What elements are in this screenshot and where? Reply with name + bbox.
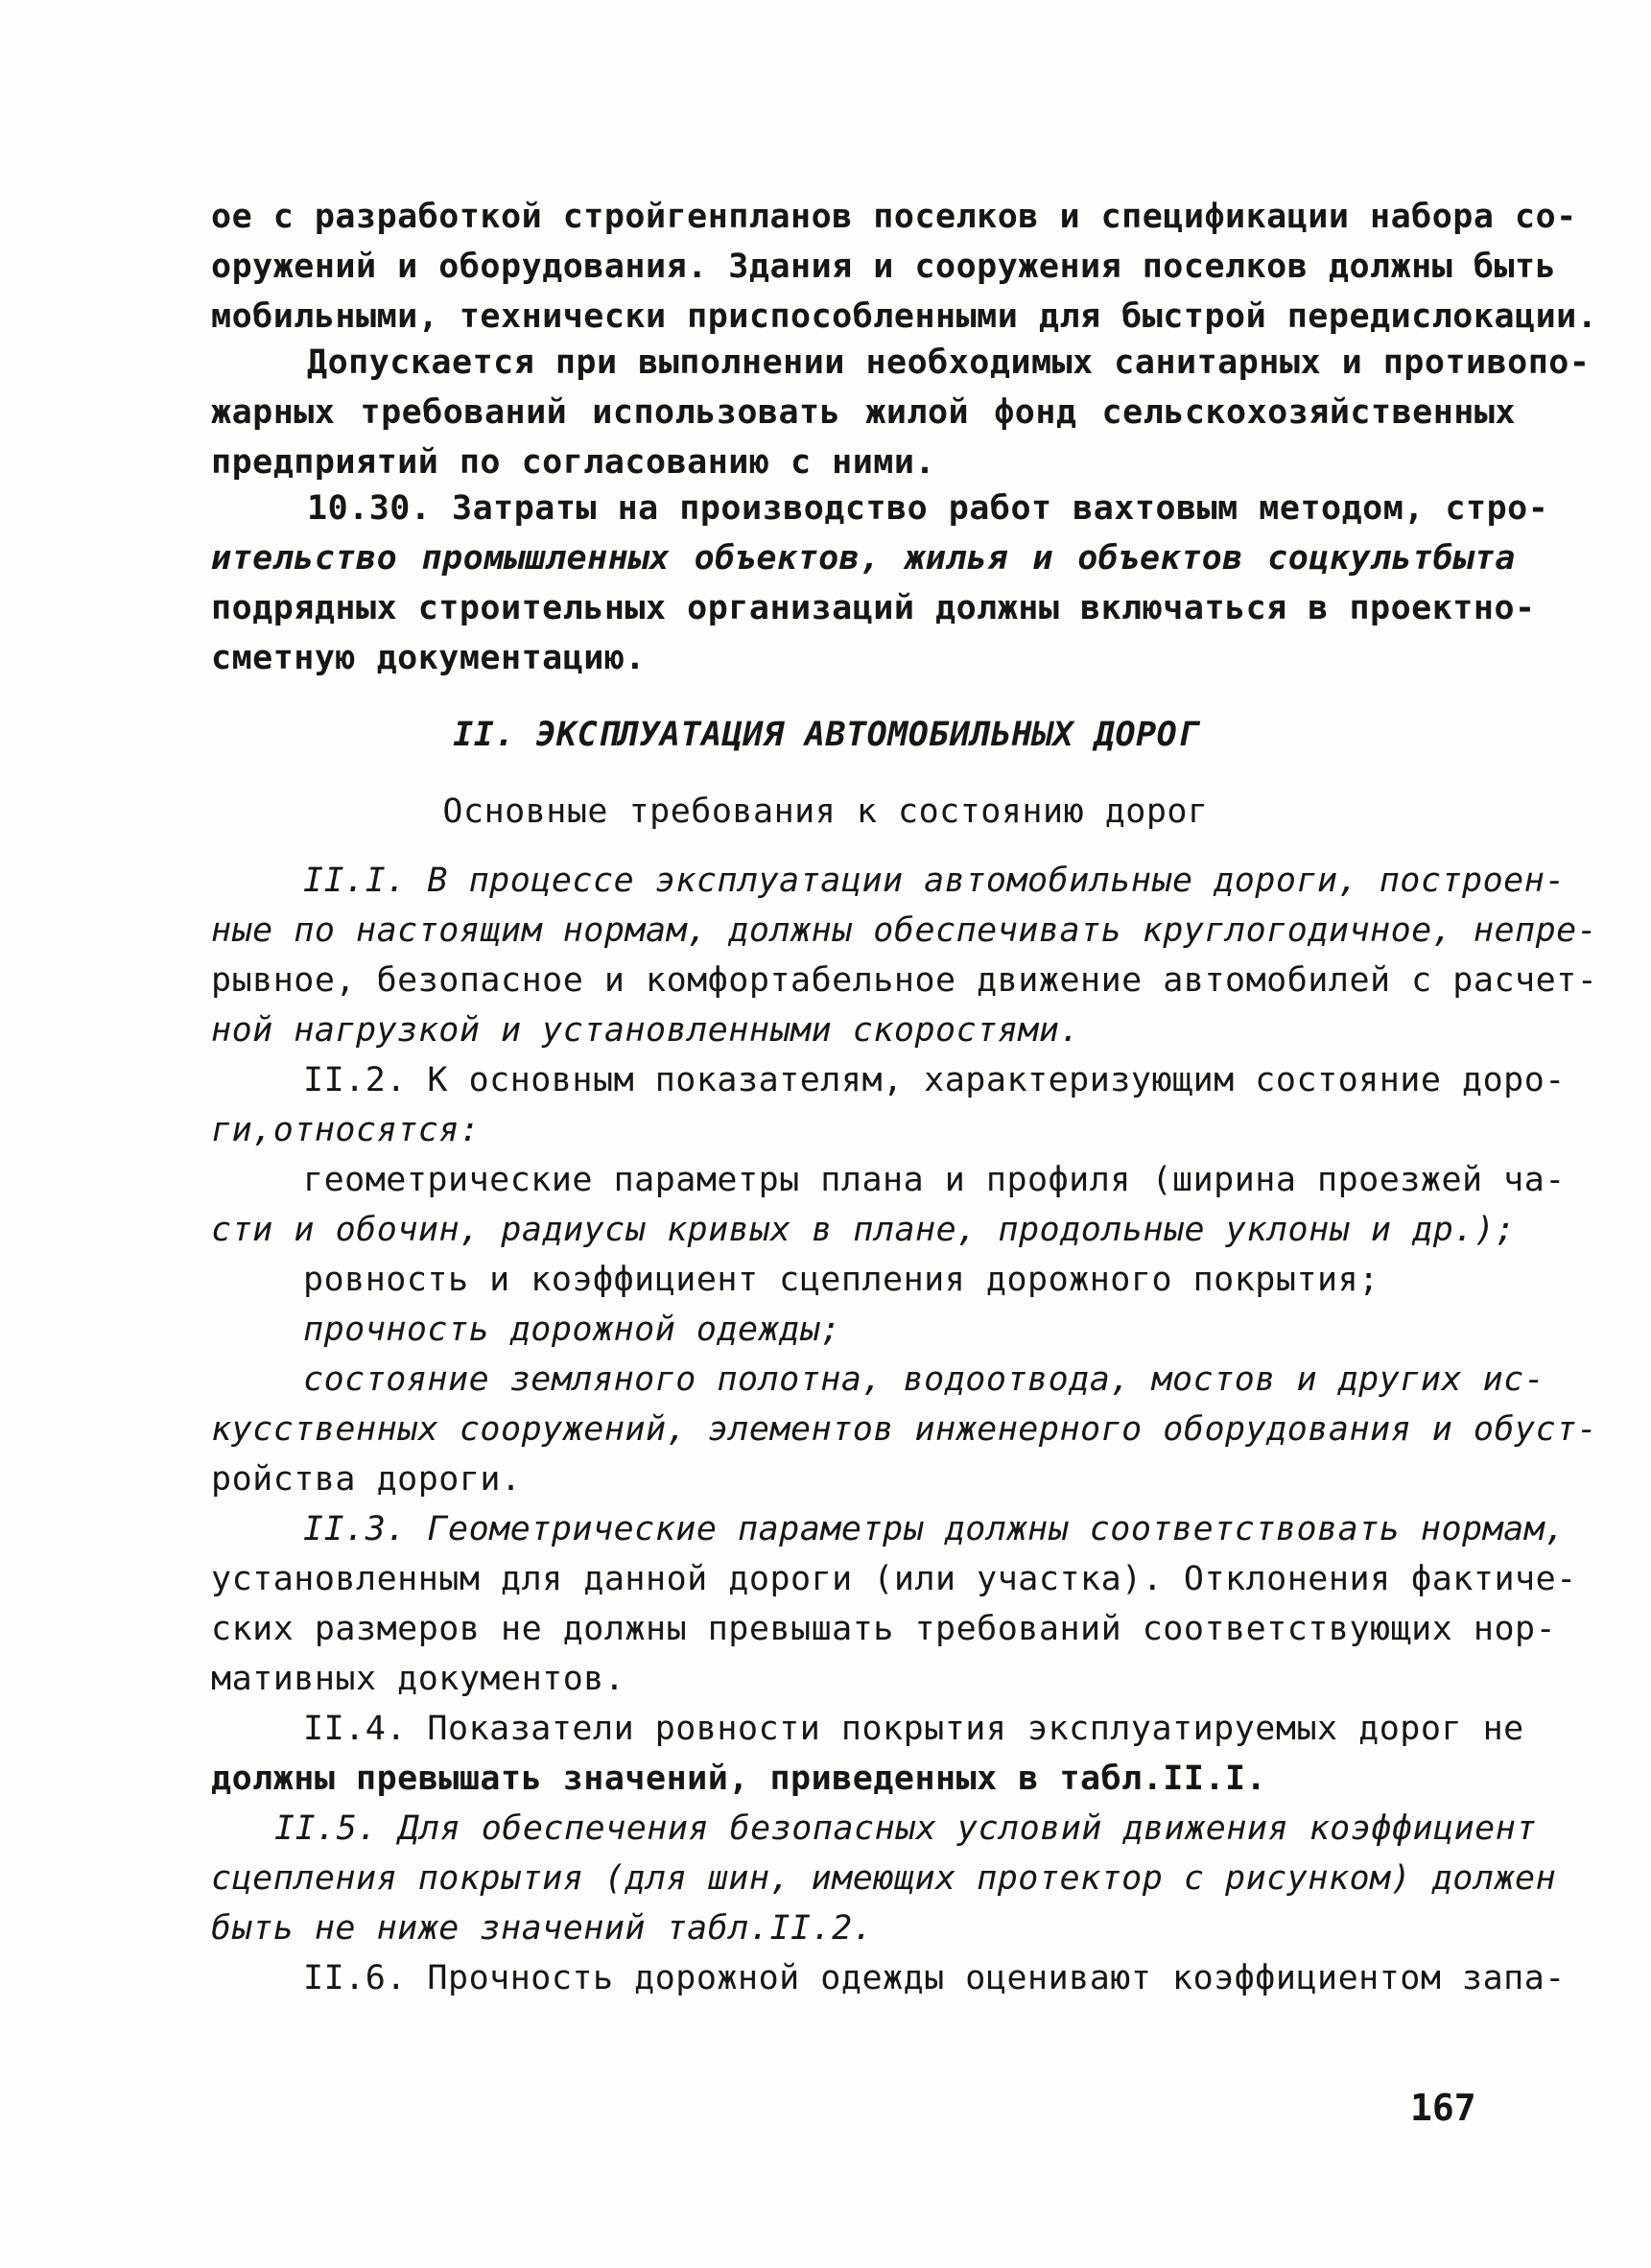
text-line: предприятий по согласованию с ними. — [211, 443, 936, 482]
section-heading: II. ЭКСПЛУАТАЦИЯ АВТОМОБИЛЬНЫХ ДОРОГ — [453, 716, 1198, 754]
text-line: II.2. К основным показателям, характеризующим состояние доро- — [303, 1061, 1566, 1099]
text-line: II.3. Геометрические параметры должны соответствовать нормам, — [303, 1510, 1566, 1548]
text-line: быть не ниже значений табл.II.2. — [211, 1909, 874, 1948]
text-line: ровность и коэффициент сцепления дорожного покрытия; — [303, 1261, 1380, 1299]
page-number: 167 — [1410, 2087, 1476, 2129]
text-line: подрядных строительных организаций должны включаться в проектно- — [211, 589, 1536, 627]
text-line: II.5. Для обеспечения безопасных условий движения коэффициент — [274, 1809, 1537, 1848]
text-line: кусственных сооружений, элементов инженерного оборудования и обуст- — [211, 1410, 1598, 1449]
text-line: 10.30. Затраты на производство работ вахтовым методом, стро- — [307, 489, 1549, 528]
text-line: сметную документацию. — [211, 639, 647, 677]
text-line: II.I. В процессе эксплуатации автомобильные дороги, построен- — [303, 862, 1566, 900]
text-line: II.6. Прочность дорожной одежды оценивают коэффициентом запа- — [303, 1959, 1566, 1997]
text-line: ительство промышленных объектов, жилья и объектов соцкультбыта — [211, 539, 1516, 578]
subsection-heading: Основные требования к состоянию дорог — [442, 792, 1209, 831]
text-line: ные по настоящим нормам, должны обеспечивать круглогодичное, непре- — [211, 911, 1598, 950]
text-line: прочность дорожной одежды; — [303, 1311, 841, 1349]
text-line: ских размеров не должны превышать требований соответствующих нор- — [211, 1610, 1557, 1648]
text-line: должны превышать значений, приведенных в табл.II.I. — [211, 1760, 1267, 1798]
text-line: мативных документов. — [211, 1660, 625, 1698]
text-line: Допускается при выполнении необходимых санитарных и противопо- — [307, 343, 1591, 382]
text-line: II.4. Показатели ровности покрытия эксплуатируемых дорог не — [303, 1710, 1524, 1748]
text-line: сти и обочин, радиусы кривых в плане, продольные уклоны и др.); — [211, 1211, 1516, 1249]
text-line: ройства дороги. — [211, 1460, 522, 1499]
text-line: ое с разработкой стройгенпланов поселков и спецификации набора со- — [211, 198, 1577, 236]
text-line: рывное, безопасное и комфортабельное движение автомобилей с расчет- — [211, 961, 1598, 1000]
text-line: ной нагрузкой и установленными скоростями. — [211, 1011, 1081, 1050]
text-line: оружений и оборудования. Здания и сооружения поселков должны быть — [211, 248, 1557, 286]
text-line: сцепления покрытия (для шин, имеющих протектор с рисунком) должен — [211, 1859, 1557, 1898]
text-line: мобильными, технически приспособленными для быстрой передислокации. — [211, 297, 1598, 336]
text-line: состояние земляного полотна, водоотвода, мостов и других ис- — [303, 1360, 1545, 1399]
text-line: установленным для данной дороги (или участка). Отклонения фактиче- — [211, 1560, 1577, 1598]
text-line: ги,относятся: — [211, 1111, 481, 1149]
text-line: геометрические параметры плана и профиля (ширина проезжей ча- — [303, 1161, 1566, 1199]
text-line: жарных требований использовать жилой фонд сельскохозяйственных — [211, 393, 1516, 432]
